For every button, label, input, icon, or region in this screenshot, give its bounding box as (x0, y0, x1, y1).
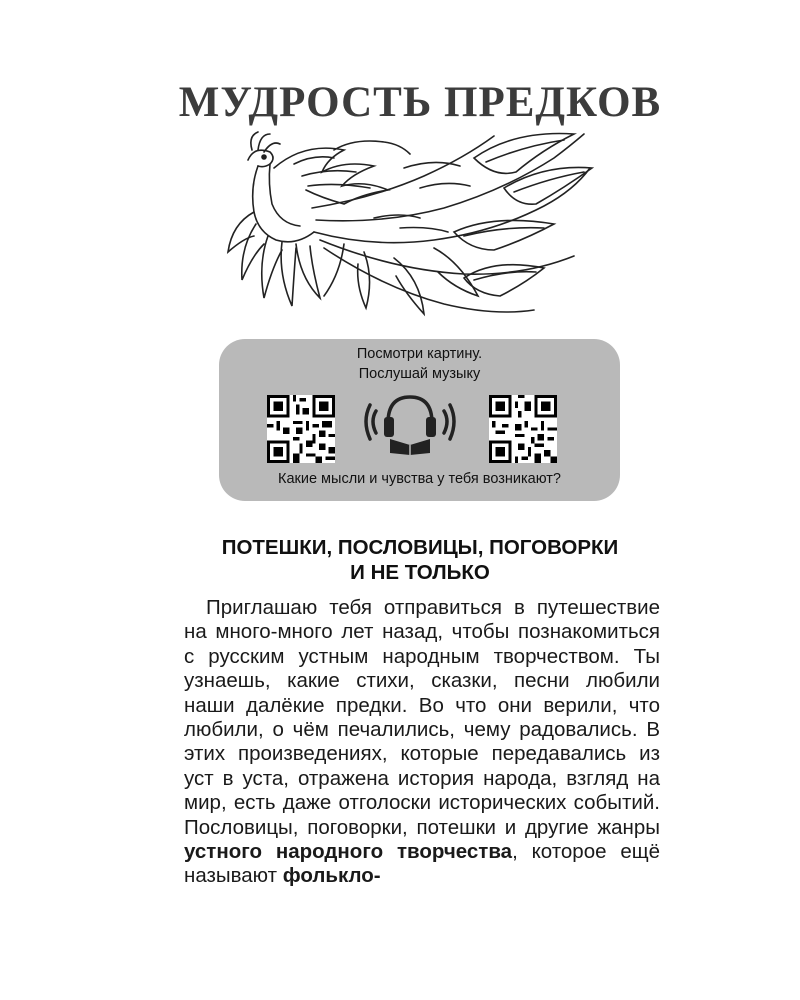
media-instruction-line2: Послушай музыку (358, 366, 481, 382)
body-text-part1: Приглашаю тебя отправиться в путешествие на много-много лет назад, чтобы познакомиться с русским устным народным творчеством. Ты узнаешь, какие стихи, сказки, песни любили наши далёкие предки. Во что они верили, что любили, о чём печалились, чему радовались. В этих произведениях, которые передавались из уст в уста, отражена история народа, взгляд на мир, есть даже отголоски исторических событий. Пословицы, поговорки, потешки и другие жанры (184, 596, 660, 839)
section-title (180, 535, 660, 585)
bold-term-folk-art: устного народного творчества (184, 840, 513, 864)
media-box (219, 339, 620, 501)
firebird-illustration (224, 128, 594, 323)
qr-code-icon-left[interactable] (267, 395, 335, 463)
media-question: Какие мысли и чувства у тебя возникают? (278, 471, 561, 487)
qr-code-icon-right[interactable] (489, 395, 557, 463)
section-title-line2: И НЕ ТОЛЬКО (350, 561, 490, 584)
chapter-title: МУДРОСТЬ ПРЕДКОВ (178, 79, 662, 126)
section-title-line1: ПОТЕШКИ, ПОСЛОВИЦЫ, ПОГОВОРКИ (221, 536, 619, 559)
headphones-book-icon (364, 389, 456, 455)
body-text-part2: , которое ещё называют (184, 840, 660, 888)
body-paragraph (184, 596, 660, 889)
bold-term-folklore: фолькло- (282, 864, 381, 888)
media-instruction-line1: Посмотри картину. (356, 346, 483, 362)
